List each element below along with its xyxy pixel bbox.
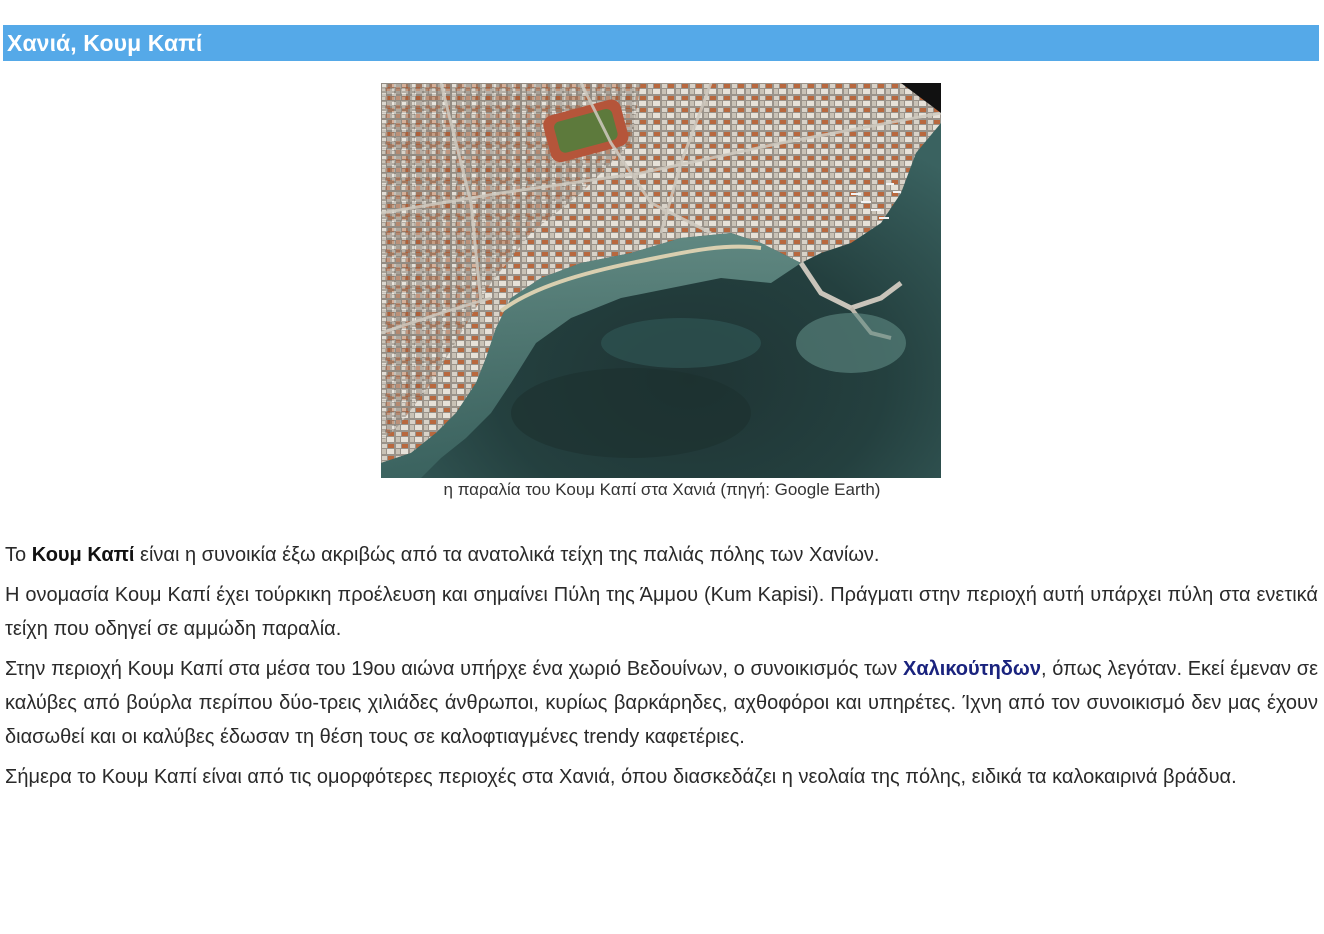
figure bbox=[381, 83, 941, 478]
article-body bbox=[5, 538, 1318, 800]
paragraph-1-bold: Κουμ Καπί bbox=[31, 544, 135, 566]
section-title-bar bbox=[3, 25, 1319, 61]
halikoutides-link[interactable]: Χαλικούτηδων bbox=[903, 658, 1041, 680]
paragraph-3-suffix: , όπως λεγόταν. Εκεί έμεναν σε καλύβες από βούρλα περίπου δύο-τρεις χιλιάδες άνθρωποι, κυρίως βαρκάρηδες, αχθοφόροι και υπηρέτες. Ίχνη από τον συνοικισμό δεν μας έχουν διασωθεί και οι καλύβες έδωσαν τη θέση τους σε καλοφτιαγμένες trendy καφετέριες. bbox=[5, 658, 1318, 748]
satellite-image bbox=[381, 83, 941, 478]
image-caption: η παραλία του Κουμ Καπί στα Χανιά (πηγή: Google Earth) bbox=[443, 480, 881, 499]
paragraph-1 bbox=[5, 538, 1318, 572]
page-title: Χανιά, Κουμ Καπί bbox=[7, 29, 203, 56]
paragraph-1-suffix: είναι η συνοικία έξω ακριβώς από τα ανατολικά τείχη της παλιάς πόλης των Χανίων. bbox=[134, 544, 880, 566]
paragraph-3 bbox=[5, 652, 1318, 754]
paragraph-4: Σήμερα το Κουμ Καπί είναι από τις ομορφότερες περιοχές στα Χανιά, όπου διασκεδάζει η νεολαία της πόλης, ειδικά τα καλοκαιρινά βράδυα. bbox=[5, 766, 1237, 788]
paragraph-1-prefix: Το bbox=[5, 544, 32, 566]
paragraph-2: Η ονομασία Κουμ Καπί έχει τούρκικη προέλευση και σημαίνει Πύλη της Άμμου (Kum Kapisi). Πράγματι στην περιοχή αυτή υπάρχει πύλη στα ενετικά τείχη που οδηγεί σε αμμώδη παραλία. bbox=[5, 584, 1318, 640]
paragraph-3-prefix: Στην περιοχή Κουμ Καπί στα μέσα του 19ου αιώνα υπήρχε ένα χωριό Βεδουίνων, ο συνοικισμός των bbox=[5, 658, 903, 680]
